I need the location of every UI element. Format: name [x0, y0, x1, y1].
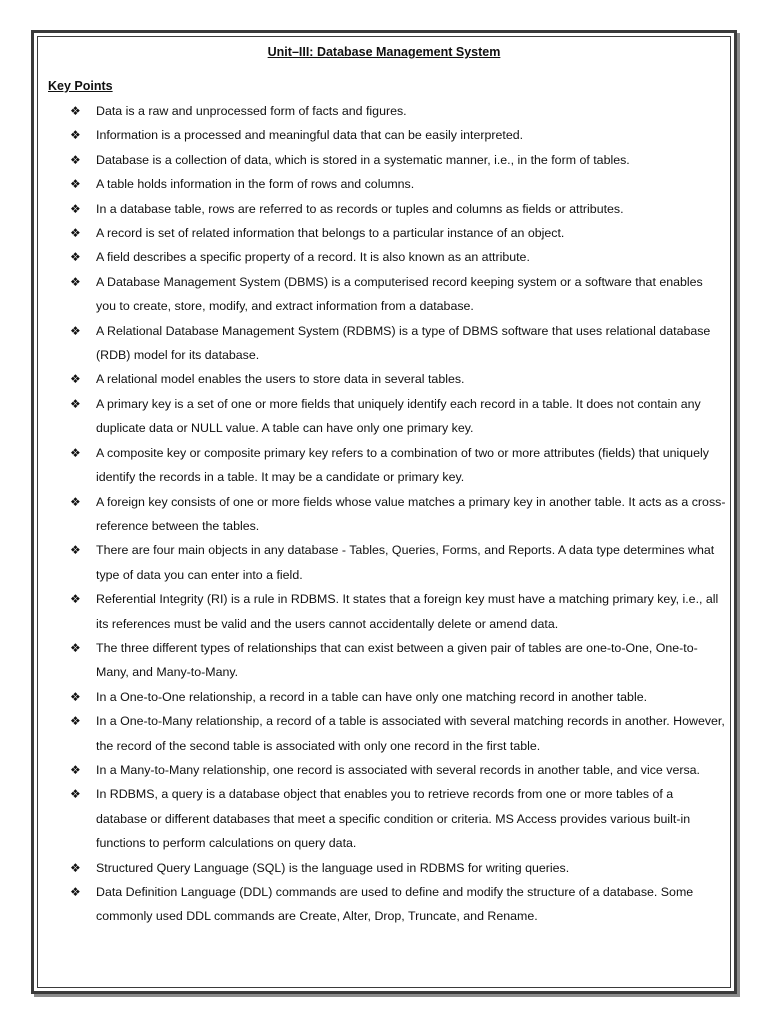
- point-text: A primary key is a set of one or more fields that uniquely identify each record in a table. It does not contain any duplicate data or NULL value. A table can have only one primary key.: [96, 396, 701, 436]
- list-item: [70, 221, 726, 245]
- point-text: A table holds information in the form of rows and columns.: [96, 177, 415, 192]
- point-text: A foreign key consists of one or more fields whose value matches a primary key in another table. It acts as a cross-reference between the tables.: [96, 494, 726, 533]
- key-points-list: [70, 99, 726, 929]
- point-text: Referential Integrity (RI) is a rule in RDBMS. It states that a foreign key must have a matching primary key, i.e., all its references must be valid and the users cannot accidentally delete or amend data.: [96, 592, 719, 631]
- list-item: [70, 367, 726, 391]
- diamond-bullet-icon: ❖: [70, 543, 81, 558]
- list-item: [70, 856, 726, 880]
- list-item: [70, 123, 726, 147]
- point-text: Data is a raw and unprocessed form of facts and figures.: [96, 104, 407, 118]
- list-item: [70, 197, 726, 221]
- point-text: In RDBMS, a query is a database object that enables you to retrieve records from one or more tables of a database or different databases that meet a specific condition or criteria. MS Access provides various built-in functions to perform calculations on query data.: [96, 787, 691, 851]
- diamond-bullet-icon: ❖: [70, 592, 81, 607]
- point-text: The three different types of relationships that can exist between a given pair of tables are one-to-One, One-to-Many, and Many-to-Many.: [96, 640, 698, 680]
- key-points-heading: Key Points: [48, 79, 113, 93]
- diamond-bullet-icon: ❖: [70, 372, 81, 387]
- list-item: [70, 636, 726, 685]
- diamond-bullet-icon: ❖: [70, 714, 81, 729]
- point-text: A Database Management System (DBMS) is a computerised record keeping system or a software that enables you to create, store, modify, and extract information from a database.: [96, 274, 703, 314]
- diamond-bullet-icon: ❖: [70, 323, 81, 338]
- point-text: Data Definition Language (DDL) commands are used to define and modify the structure of a database. Some commonly used DDL commands are Create, Alter, Drop, Truncate, and Rename.: [96, 885, 694, 924]
- point-text: A field describes a specific property of a record. It is also known as an attribute.: [96, 250, 530, 265]
- point-text: A record is set of related information that belongs to a particular instance of an object.: [96, 226, 565, 241]
- diamond-bullet-icon: ❖: [70, 494, 81, 509]
- diamond-bullet-icon: ❖: [70, 396, 81, 411]
- diamond-bullet-icon: ❖: [70, 177, 81, 192]
- list-item: [70, 441, 726, 490]
- list-item: [70, 685, 726, 709]
- list-item: [70, 392, 726, 441]
- list-item: [70, 319, 726, 368]
- diamond-bullet-icon: ❖: [70, 201, 81, 216]
- point-text: Database is a collection of data, which is stored in a systematic manner, i.e., in the form of tables.: [96, 152, 630, 167]
- diamond-bullet-icon: ❖: [70, 762, 81, 777]
- page-border: [31, 30, 737, 994]
- diamond-bullet-icon: ❖: [70, 104, 81, 118]
- diamond-bullet-icon: ❖: [70, 885, 81, 899]
- diamond-bullet-icon: ❖: [70, 274, 81, 289]
- point-text: In a One-to-One relationship, a record in a table can have only one matching record in another table.: [96, 689, 648, 704]
- point-text: In a database table, rows are referred to as records or tuples and columns as fields or attributes.: [96, 201, 624, 216]
- point-text: A composite key or composite primary key refers to a combination of two or more attributes (fields) that uniquely identify the records in a table. It may be a candidate or primary key.: [96, 445, 709, 485]
- list-item: [70, 270, 726, 319]
- list-item: [70, 172, 726, 196]
- diamond-bullet-icon: ❖: [70, 689, 81, 704]
- diamond-bullet-icon: ❖: [70, 152, 81, 167]
- point-text: Structured Query Language (SQL) is the language used in RDBMS for writing queries.: [96, 860, 570, 875]
- diamond-bullet-icon: ❖: [70, 128, 81, 143]
- diamond-bullet-icon: ❖: [70, 860, 81, 875]
- point-text: A relational model enables the users to store data in several tables.: [96, 372, 465, 387]
- list-item: [70, 490, 726, 539]
- list-item: [70, 99, 726, 123]
- point-text: In a Many-to-Many relationship, one record is associated with several records in another table, and vice versa.: [96, 762, 701, 777]
- diamond-bullet-icon: ❖: [70, 787, 81, 802]
- diamond-bullet-icon: ❖: [70, 250, 81, 265]
- point-text: A Relational Database Management System (RDBMS) is a type of DBMS software that uses relational database (RDB) model for its database.: [96, 323, 711, 363]
- diamond-bullet-icon: ❖: [70, 445, 81, 460]
- list-item: [70, 758, 726, 782]
- diamond-bullet-icon: ❖: [70, 226, 81, 241]
- list-item: [70, 538, 726, 587]
- page-title: Unit–III: Database Management System: [267, 45, 501, 59]
- list-item: [70, 880, 726, 929]
- list-item: [70, 782, 726, 855]
- list-item: [70, 148, 726, 172]
- list-item: [70, 709, 726, 758]
- diamond-bullet-icon: ❖: [70, 640, 81, 655]
- point-text: There are four main objects in any database - Tables, Queries, Forms, and Reports. A data type determines what type of data you can enter into a field.: [96, 543, 715, 582]
- point-text: In a One-to-Many relationship, a record of a table is associated with several matching records in another. However, the record of the second table is associated with only one record in the first table.: [96, 714, 725, 753]
- list-item: [70, 587, 726, 636]
- list-item: [70, 245, 726, 269]
- point-text: Information is a processed and meaningful data that can be easily interpreted.: [96, 128, 524, 143]
